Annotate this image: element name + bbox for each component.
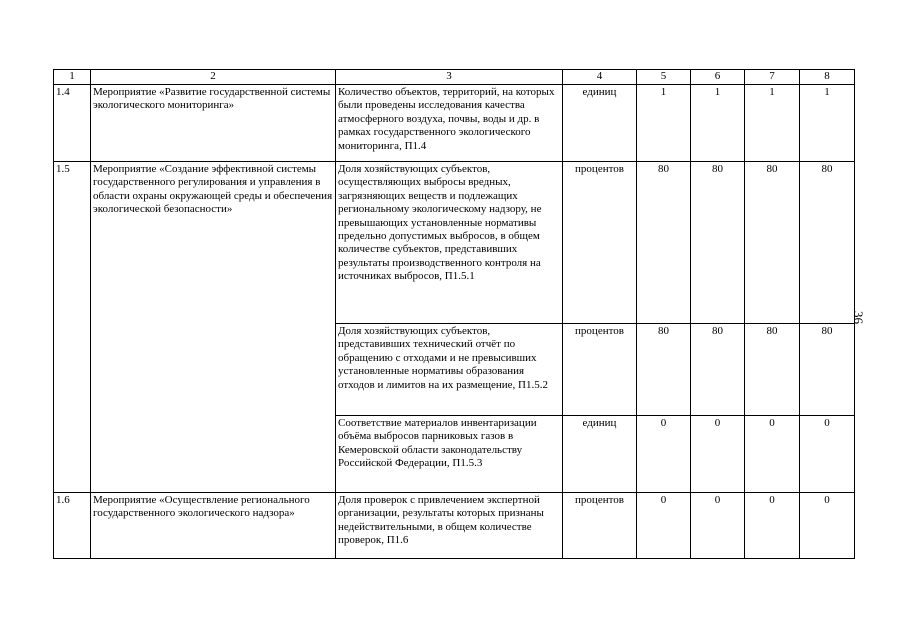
header-col-1: 1 (54, 70, 91, 85)
value-col-7: 0 (745, 493, 800, 559)
event-name: Мероприятие «Осуществление регионального государственного экологического надзора» (91, 493, 336, 559)
indicators-table (53, 69, 855, 559)
unit-cell: единиц (563, 85, 637, 162)
unit-cell: процентов (563, 324, 637, 416)
value-col-8: 0 (800, 493, 855, 559)
value-col-6: 80 (691, 162, 745, 324)
header-col-7: 7 (745, 70, 800, 85)
row-number: 1.6 (54, 493, 91, 559)
value-col-5: 80 (637, 324, 691, 416)
indicator-text: Соответствие материалов инвентаризации объёма выбросов парниковых газов в Кемеровской области законодательству Российской Федерации, П1.5.3 (336, 416, 563, 493)
indicator-text: Доля хозяйствующих субъектов, осуществляющих выбросы вредных, загрязняющих веществ и подлежащих региональному экологическому надзору, не превышающих установленные нормативы предельно допустимых выбросов, в общем количестве субъектов, представивших результаты производственного контроля на источниках выбросов, П1.5.1 (336, 162, 563, 324)
table-row (54, 85, 855, 162)
unit-cell: процентов (563, 162, 637, 324)
header-col-2: 2 (91, 70, 336, 85)
row-number: 1.5 (54, 162, 91, 493)
unit-cell: единиц (563, 416, 637, 493)
value-col-7: 1 (745, 85, 800, 162)
header-col-5: 5 (637, 70, 691, 85)
value-col-6: 0 (691, 416, 745, 493)
value-col-5: 0 (637, 416, 691, 493)
event-name: Мероприятие «Создание эффективной системы государственного регулирования и управления в области охраны окружающей среды и обеспечения экологической безопасности» (91, 162, 336, 493)
unit-cell: процентов (563, 493, 637, 559)
value-col-6: 1 (691, 85, 745, 162)
value-col-7: 0 (745, 416, 800, 493)
value-col-8: 1 (800, 85, 855, 162)
value-col-7: 80 (745, 162, 800, 324)
value-col-5: 1 (637, 85, 691, 162)
value-col-6: 0 (691, 493, 745, 559)
event-name: Мероприятие «Развитие государственной системы экологического мониторинга» (91, 85, 336, 162)
value-col-7: 80 (745, 324, 800, 416)
header-col-4: 4 (563, 70, 637, 85)
table-row (54, 162, 855, 324)
value-col-6: 80 (691, 324, 745, 416)
header-col-3: 3 (336, 70, 563, 85)
value-col-8: 0 (800, 416, 855, 493)
value-col-5: 80 (637, 162, 691, 324)
header-col-6: 6 (691, 70, 745, 85)
indicator-text: Доля проверок с привлечением экспертной организации, результаты которых признаны недействительными, в общем количестве проверок, П1.6 (336, 493, 563, 559)
indicator-text: Количество объектов, территорий, на которых были проведены исследования качества атмосферного воздуха, почвы, воды и др. в рамках государственного экологического мониторинга, П1.4 (336, 85, 563, 162)
table-row (54, 493, 855, 559)
row-number: 1.4 (54, 85, 91, 162)
value-col-5: 0 (637, 493, 691, 559)
value-col-8: 80 (800, 162, 855, 324)
column-number-header (54, 70, 855, 85)
indicator-text: Доля хозяйствующих субъектов, представивших технический отчёт по обращению с отходами и не превысивших установленные нормативы образования отходов и лимитов на их размещение, П1.5.2 (336, 324, 563, 416)
page-number: 36 (851, 311, 866, 324)
value-col-8: 80 (800, 324, 855, 416)
header-col-8: 8 (800, 70, 855, 85)
